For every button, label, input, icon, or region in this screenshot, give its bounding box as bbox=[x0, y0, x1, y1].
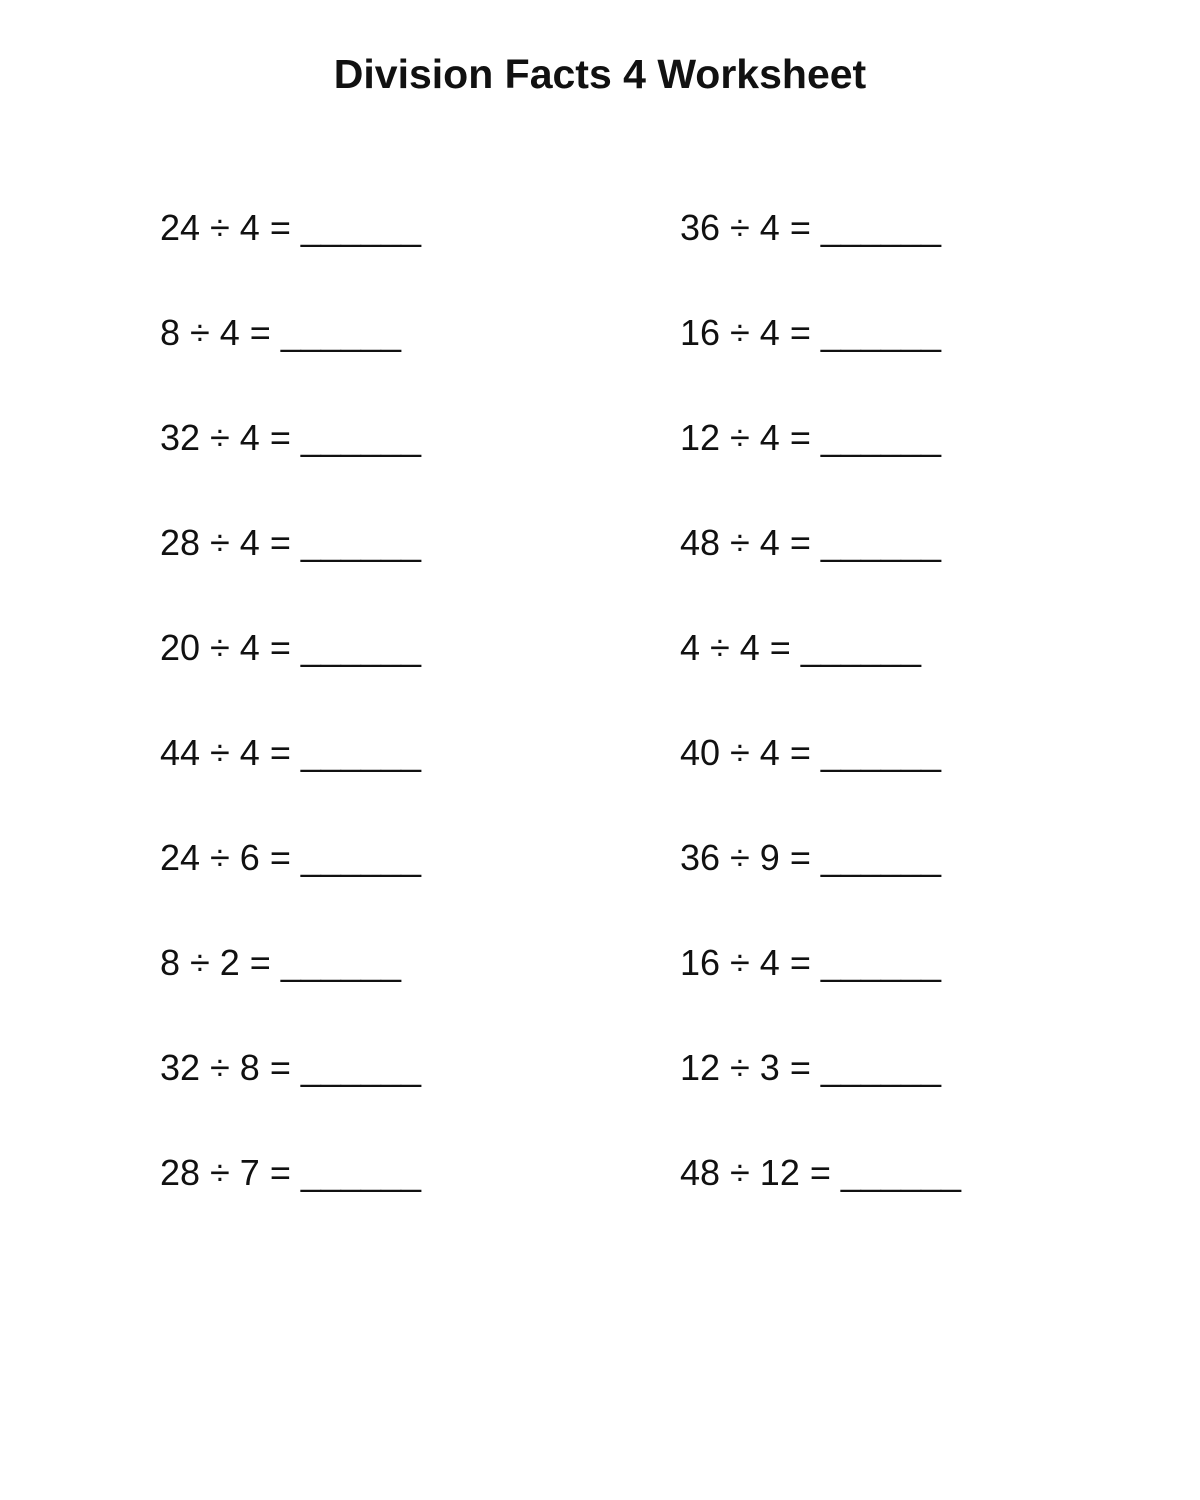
division-problem: 24 ÷ 6 = ______ bbox=[160, 837, 421, 878]
division-problem: 4 ÷ 4 = ______ bbox=[680, 627, 921, 668]
division-problem: 24 ÷ 4 = ______ bbox=[160, 207, 421, 248]
division-problem: 48 ÷ 12 = ______ bbox=[680, 1152, 962, 1193]
division-problem: 48 ÷ 4 = ______ bbox=[680, 522, 941, 563]
division-problem: 36 ÷ 9 = ______ bbox=[680, 837, 941, 878]
problem-column-right bbox=[680, 206, 961, 1256]
division-problem: 40 ÷ 4 = ______ bbox=[680, 732, 941, 773]
division-problem: 32 ÷ 4 = ______ bbox=[160, 417, 421, 458]
division-problem: 12 ÷ 3 = ______ bbox=[680, 1047, 941, 1088]
division-problem: 44 ÷ 4 = ______ bbox=[160, 732, 421, 773]
division-problem: 36 ÷ 4 = ______ bbox=[680, 207, 941, 248]
division-problem: 12 ÷ 4 = ______ bbox=[680, 417, 941, 458]
problem-column-left bbox=[160, 206, 421, 1256]
division-problem: 8 ÷ 2 = ______ bbox=[160, 942, 401, 983]
division-problem: 16 ÷ 4 = ______ bbox=[680, 942, 941, 983]
page-title: Division Facts 4 Worksheet bbox=[333, 51, 867, 97]
division-problem: 8 ÷ 4 = ______ bbox=[160, 312, 401, 353]
division-problem: 28 ÷ 4 = ______ bbox=[160, 522, 421, 563]
division-problem: 16 ÷ 4 = ______ bbox=[680, 312, 941, 353]
division-problem: 20 ÷ 4 = ______ bbox=[160, 627, 421, 668]
division-problem: 28 ÷ 7 = ______ bbox=[160, 1152, 421, 1193]
division-problem: 32 ÷ 8 = ______ bbox=[160, 1047, 421, 1088]
